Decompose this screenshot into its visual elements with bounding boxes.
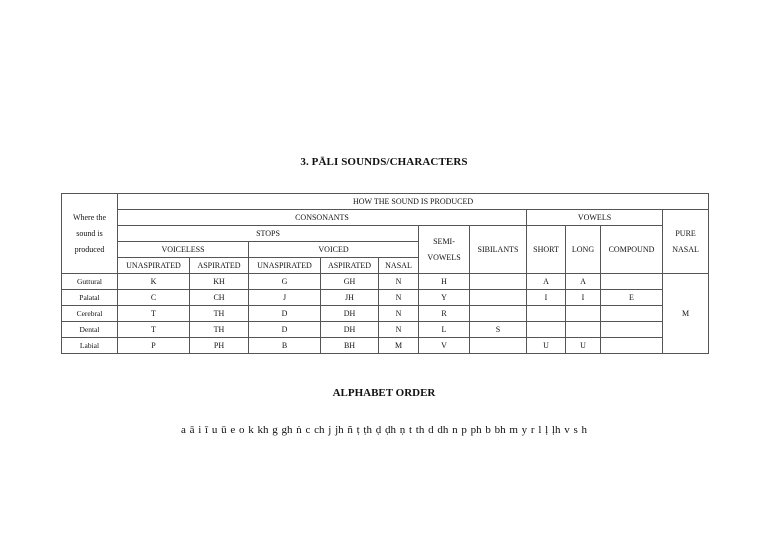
- table-cell: [470, 274, 527, 290]
- table-cell: V: [419, 338, 470, 354]
- table-cell: BH: [321, 338, 379, 354]
- table-cell: CH: [190, 290, 249, 306]
- pure-nasal-cell: M: [663, 274, 709, 354]
- table-cell: [470, 338, 527, 354]
- compound-header: COMPOUND: [601, 226, 663, 274]
- table-row: [62, 290, 709, 306]
- page-title: 3. PĀLI SOUNDS/CHARACTERS: [300, 156, 468, 168]
- table-row: [62, 322, 709, 338]
- consonants-header: CONSONANTS: [118, 210, 527, 226]
- table-cell: N: [379, 274, 419, 290]
- aspirated-header: ASPIRATED: [321, 258, 379, 274]
- table-cell: [566, 322, 601, 338]
- table-row: [62, 338, 709, 354]
- table-cell: T: [118, 306, 190, 322]
- table-cell: B: [249, 338, 321, 354]
- short-header: SHORT: [527, 226, 566, 274]
- table-row: [62, 274, 709, 290]
- table-cell: P: [118, 338, 190, 354]
- table-cell: [601, 306, 663, 322]
- row-label: Palatal: [62, 290, 118, 306]
- row-label: Cerebral: [62, 306, 118, 322]
- table-cell: [527, 322, 566, 338]
- table-cell: M: [379, 338, 419, 354]
- stops-header: STOPS: [118, 226, 419, 242]
- table-cell: GH: [321, 274, 379, 290]
- table-cell: U: [527, 338, 566, 354]
- table-cell: T: [118, 322, 190, 338]
- table-row: [62, 306, 709, 322]
- row-label: Guttural: [62, 274, 118, 290]
- how-produced-header: HOW THE SOUND IS PRODUCED: [118, 194, 709, 210]
- pali-sounds-table: [61, 193, 709, 354]
- table-cell: U: [566, 338, 601, 354]
- unaspirated-header: UNASPIRATED: [249, 258, 321, 274]
- table-cell: DH: [321, 322, 379, 338]
- pure-nasal-header: PURE NASAL: [663, 210, 709, 274]
- table-cell: [470, 306, 527, 322]
- table-cell: N: [379, 306, 419, 322]
- sibilants-header: SIBILANTS: [470, 226, 527, 274]
- voiceless-header: VOICELESS: [118, 242, 249, 258]
- table-cell: L: [419, 322, 470, 338]
- alphabet-order-heading: ALPHABET ORDER: [332, 387, 436, 399]
- table-cell: DH: [321, 306, 379, 322]
- table-cell: G: [249, 274, 321, 290]
- table-cell: TH: [190, 306, 249, 322]
- table-cell: R: [419, 306, 470, 322]
- long-header: LONG: [566, 226, 601, 274]
- table-cell: [566, 306, 601, 322]
- table-cell: PH: [190, 338, 249, 354]
- table-cell: H: [419, 274, 470, 290]
- table-cell: D: [249, 322, 321, 338]
- header-row-2: [62, 210, 709, 226]
- header-row-1: [62, 194, 709, 210]
- table-cell: [527, 306, 566, 322]
- alphabet-sequence: a ā i ī u ū e o k kh g gh ṅ c ch j jh ñ ṭ ṭh ḍ ḍh ṇ t th d dh n p ph b bh m y r l ḷ ḷh v s h: [180, 424, 588, 436]
- table-cell: KH: [190, 274, 249, 290]
- table-cell: N: [379, 322, 419, 338]
- table-cell: J: [249, 290, 321, 306]
- table-cell: K: [118, 274, 190, 290]
- unaspirated-header: UNASPIRATED: [118, 258, 190, 274]
- table-cell: [601, 274, 663, 290]
- table-cell: [470, 290, 527, 306]
- nasal-header: NASAL: [379, 258, 419, 274]
- table-cell: N: [379, 290, 419, 306]
- table-cell: JH: [321, 290, 379, 306]
- row-label: Labial: [62, 338, 118, 354]
- table-cell: C: [118, 290, 190, 306]
- table-cell: A: [566, 274, 601, 290]
- voiced-header: VOICED: [249, 242, 419, 258]
- table-cell: E: [601, 290, 663, 306]
- vowels-header: VOWELS: [527, 210, 663, 226]
- table-cell: [601, 338, 663, 354]
- where-produced-header: Where the sound is produced: [62, 194, 118, 274]
- semi-vowels-header: SEMI- VOWELS: [419, 226, 470, 274]
- table-cell: S: [470, 322, 527, 338]
- table-cell: I: [566, 290, 601, 306]
- row-label: Dental: [62, 322, 118, 338]
- table-cell: TH: [190, 322, 249, 338]
- table-cell: [601, 322, 663, 338]
- table-cell: D: [249, 306, 321, 322]
- header-row-3: [62, 226, 709, 242]
- table-cell: A: [527, 274, 566, 290]
- aspirated-header: ASPIRATED: [190, 258, 249, 274]
- table-cell: Y: [419, 290, 470, 306]
- table-cell: I: [527, 290, 566, 306]
